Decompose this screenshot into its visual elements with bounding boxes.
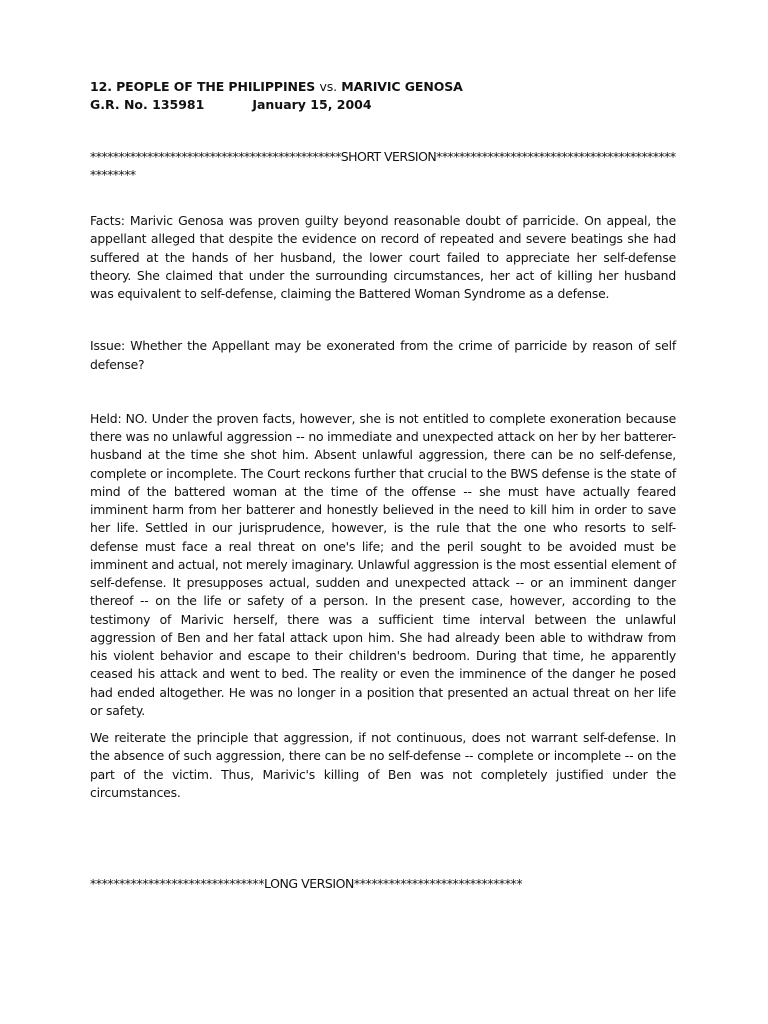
issue-paragraph: Issue: Whether the Appellant may be exonerated from the crime of parricide by reason of self defense?: [90, 338, 676, 372]
case-reference: [90, 96, 676, 114]
case-title: [90, 78, 676, 96]
case-title-prefix: 12. PEOPLE OF THE PHILIPPINES: [90, 79, 320, 94]
short-version-divider: ********************************************SHORT VERSION**************************************************: [90, 149, 676, 182]
decision-date: January 15, 2004: [252, 97, 372, 112]
reiterate-paragraph: We reiterate the principle that aggression, if not continuous, does not warrant self-defense. In the absence of such aggression, there can be no self-defense -- complete or incomplete -- on the part of the victim. Thus, Marivic's killing of Ben was not completely justified under the circumstances.: [90, 730, 676, 800]
facts-paragraph: Facts: Marivic Genosa was proven guilty beyond reasonable doubt of parricide. On appeal, the appellant alleged that despite the evidence on record of repeated and severe beatings she had suffered at the hands of her husband, the lower court failed to appreciate her self-defense theory. She claimed that under the surrounding circumstances, her act of killing her husband was equivalent to self-defense, claiming the Battered Woman Syndrome as a defense.: [90, 213, 676, 301]
long-version-divider: ******************************LONG VERSION*****************************: [90, 876, 523, 891]
document-content: [90, 78, 676, 893]
case-title-suffix: MARIVIC GENOSA: [337, 79, 463, 94]
held-paragraph: Held: NO. Under the proven facts, however, she is not entitled to complete exoneration because there was no unlawful aggression -- no immediate and unexpected attack on her by her batterer-husband at the time she shot him. Absent unlawful aggression, there can be no self-defense, complete or incomplete. The Court reckons further that crucial to the BWS defense is the state of mind of the battered woman at the time of the offense -- she must have actually feared imminent harm from her batterer and honestly believed in the need to kill him in order to save her life. Settled in our jurisprudence, however, is the rule that the one who resorts to self-defense must face a real threat on one's life; and the peril sought to be avoided must be imminent and actual, not merely imaginary. Unlawful aggression is the most essential element of self-defense. It presupposes actual, sudden and unexpected attack -- or an imminent danger thereof -- on the life or safety of a person. In the present case, however, according to the testimony of Marivic herself, there was a sufficient time interval between the unlawful aggression of Ben and her fatal attack upon him. She had already been able to withdraw from his violent behavior and escape to their children's bedroom. During that time, he apparently ceased his attack and went to bed. The reality or even the imminence of the danger he posed had ended altogether. He was no longer in a position that presented an actual threat on her life or safety.: [90, 410, 676, 718]
gr-number: G.R. No. 135981: [90, 97, 205, 112]
case-title-vs: vs.: [319, 79, 338, 94]
